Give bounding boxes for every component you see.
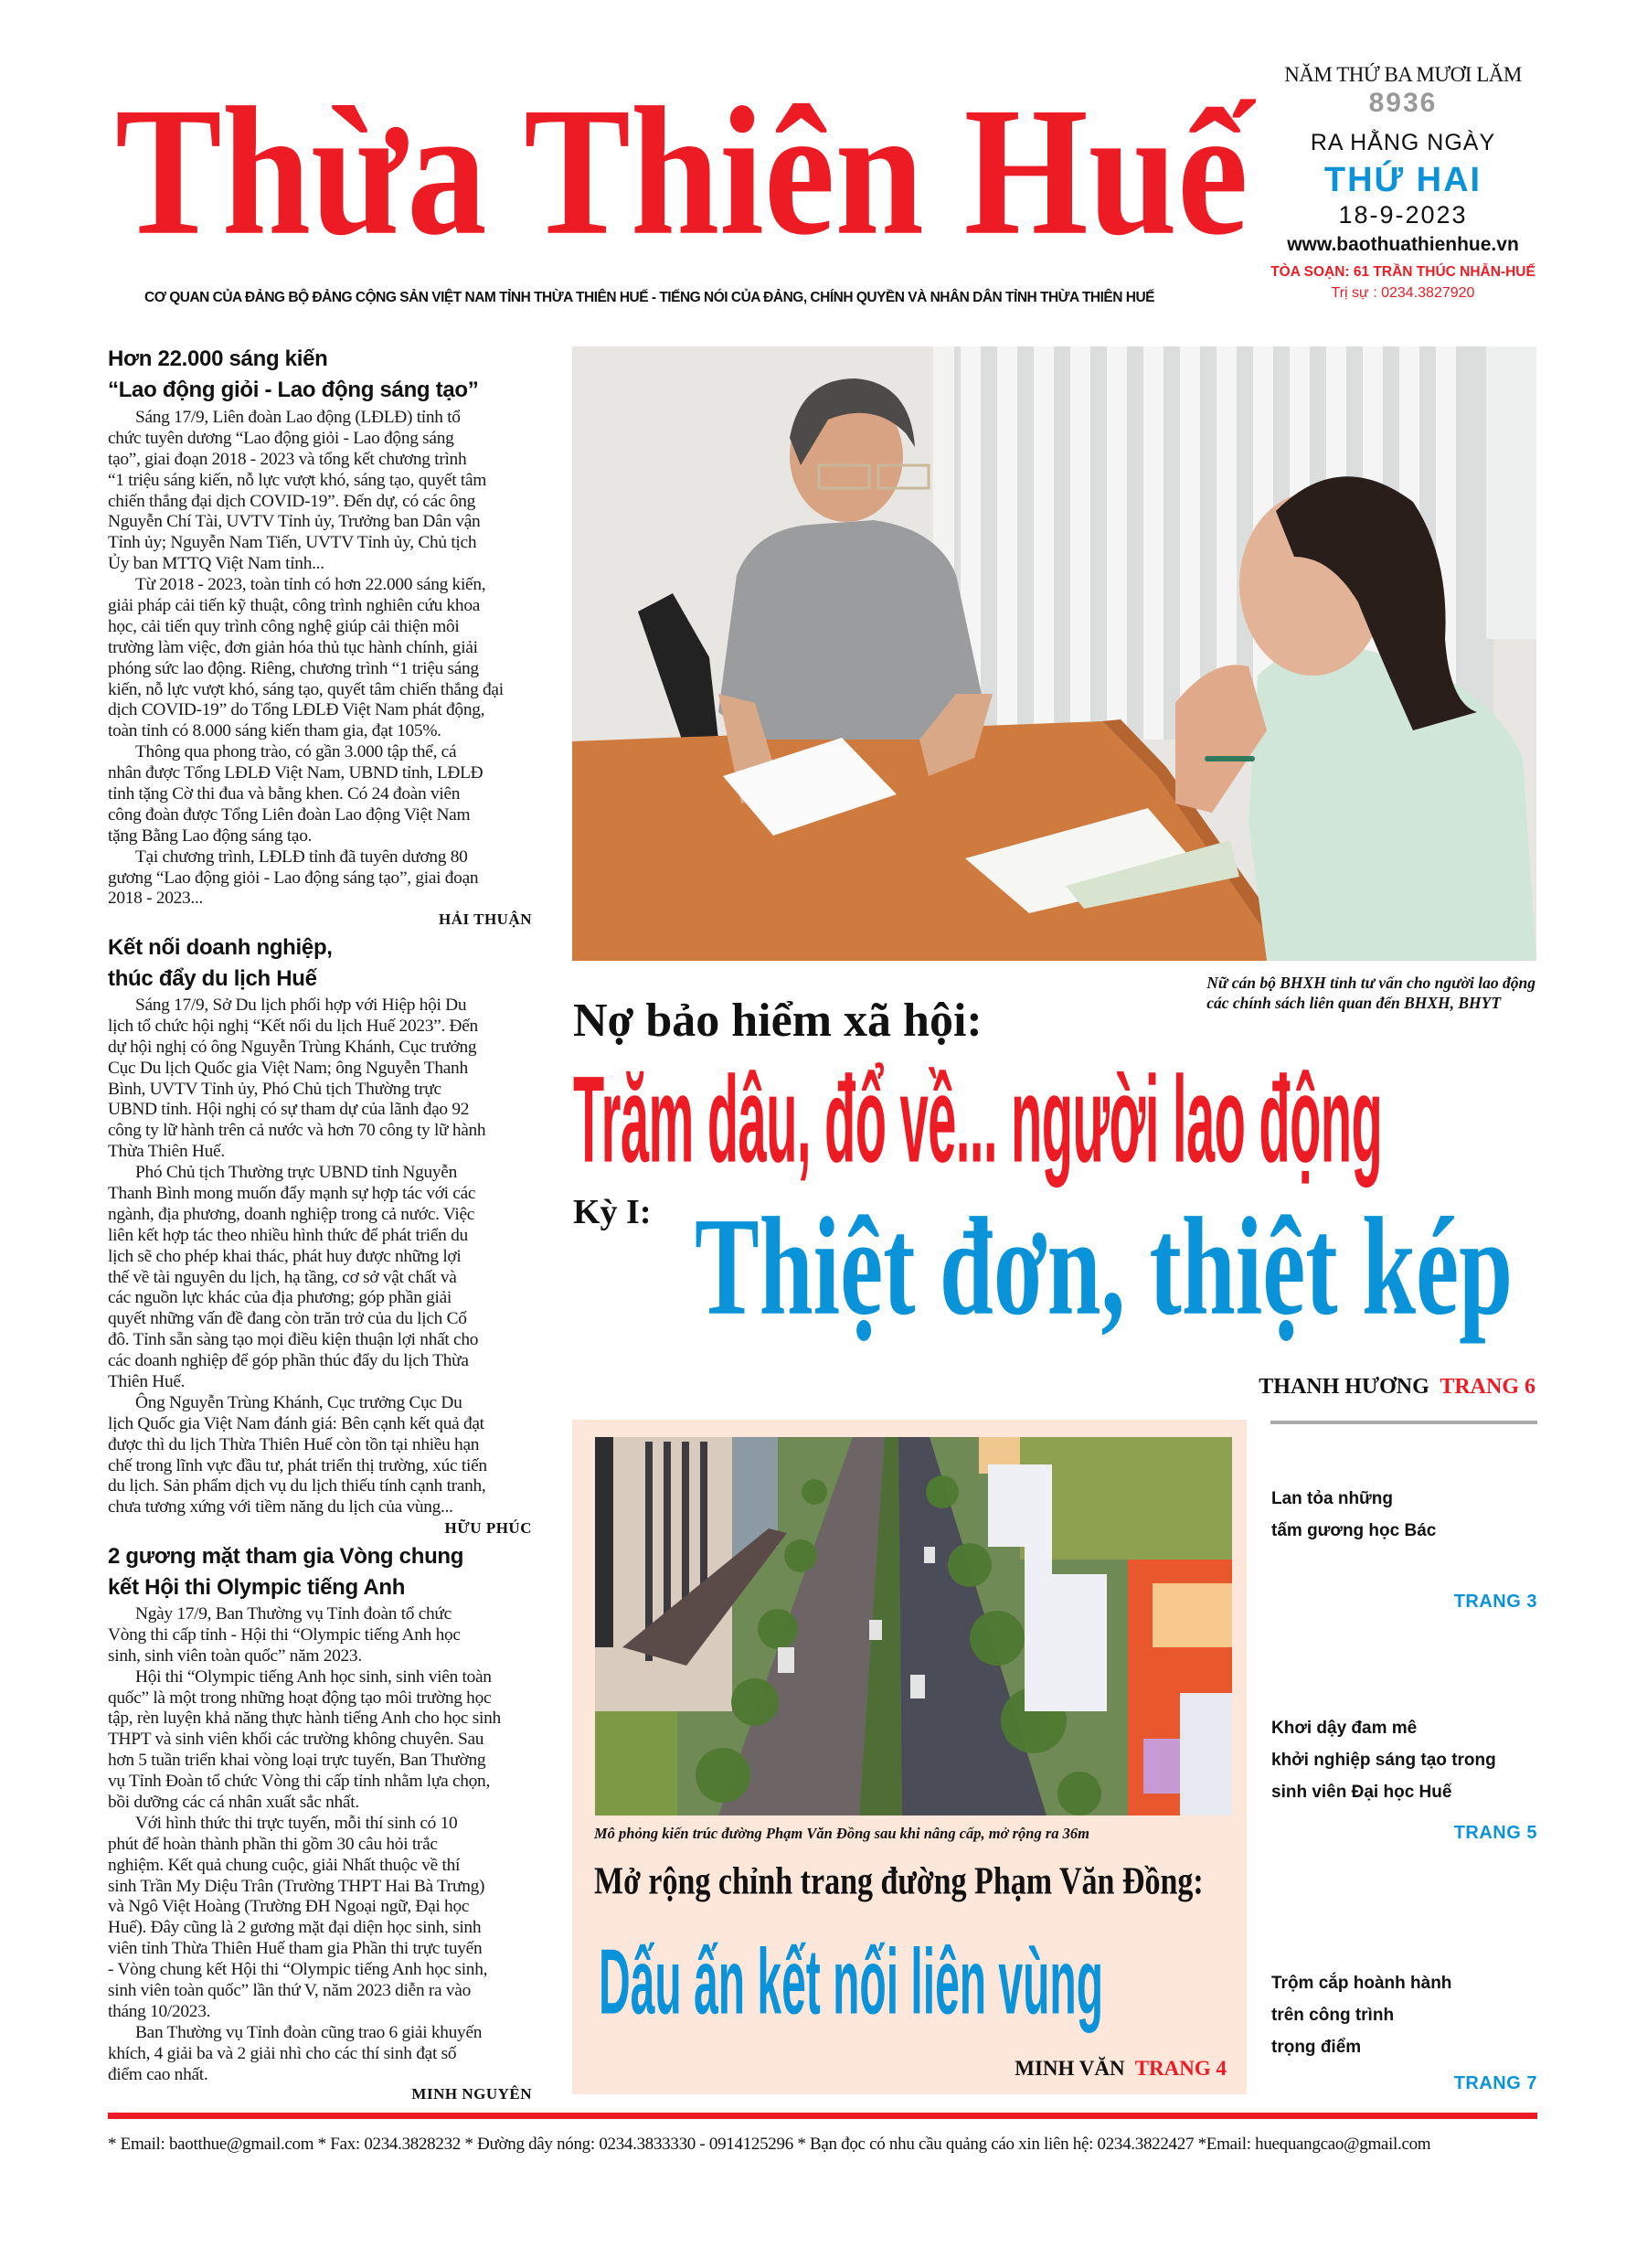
body-text-line: giải pháp cải tiến kỹ thuật, công trình nghiên cứu khoa — [108, 596, 481, 616]
caption-line: Nữ cán bộ BHXH tỉnh tư vấn cho người lao động — [1206, 974, 1535, 992]
teaser-line: Trộm cắp hoành hành — [1271, 1974, 1452, 1993]
year-label: NĂM THỨ BA MƯƠI LĂM — [1284, 63, 1522, 86]
article-headline — [108, 344, 537, 406]
body-text-line: công ty lữ hành trên cả nước và hơn 70 công ty lữ hành — [108, 1121, 486, 1141]
feature-page-ref[interactable]: TRANG 4 — [1134, 2057, 1227, 2080]
office-address: TÒA SOẠN: 61 TRẦN THÚC NHẪN-HUẾ — [1270, 264, 1535, 280]
body-text-line: và Ngô Việt Hoàng (Trường ĐH Ngoại ngữ, Đại học — [108, 1897, 470, 1917]
body-text-line: Phó Chủ tịch Thường trực UBND tỉnh Nguyễn — [135, 1163, 458, 1183]
body-text-line: Tỉnh ủy; Nguyễn Nam Tiến, UVTV Tỉnh ủy, Chủ tịch — [108, 533, 477, 553]
body-text-line: nghiệm. Kết quả chung cuộc, giải Nhất thuộc về thí — [108, 1855, 461, 1875]
body-text-line: Vòng thi cấp tỉnh - Hội thi “Olympic tiếng Anh học — [108, 1624, 461, 1645]
article-headline — [108, 1541, 537, 1603]
body-text-line: UBND tỉnh. Hội nghị có sự tham dự của lãnh đạo 92 — [108, 1100, 470, 1120]
headline-line: “Lao động giỏi - Lao động sáng tạo” — [108, 378, 479, 402]
body-text-line: Từ 2018 - 2023, toàn tỉnh có hơn 22.000 sáng kiến, — [135, 575, 486, 595]
body-text-line: phóng sức lao động. Riêng, chương trình “1 triệu sáng — [108, 658, 479, 678]
headline-line: Hơn 22.000 sáng kiến — [108, 346, 328, 371]
headline-line: thúc đẩy du lịch Huế — [108, 966, 317, 991]
body-text-line: Huế). Đây cũng là 2 gương mặt đại diện học sinh, sinh — [108, 1918, 482, 1938]
body-text-line: du lịch. Sản phẩm dịch vụ du lịch thiếu tính cạnh tranh, — [108, 1476, 486, 1496]
body-text-line: công đoàn được Tổng Liên đoàn Lao động Việt Nam — [108, 804, 471, 825]
teaser-line: khởi nghiệp sáng tạo trong — [1271, 1751, 1496, 1770]
body-text-line: ngành, địa phương, doanh nghiệp trong cả nước. Việc — [108, 1204, 475, 1224]
body-text-line: - Vòng chung kết Hội thi “Olympic tiếng Anh học sinh, — [108, 1960, 488, 1980]
feature-headline-text: Dấu ấn kết nối liên vùng — [599, 1933, 1104, 2035]
body-text-line: Sáng 17/9, Liên đoàn Lao động (LĐLĐ) tỉnh tổ — [135, 408, 461, 427]
body-text-line: quyết những vấn đề đang còn trăn trở của du lịch Cố — [108, 1309, 467, 1329]
body-text-line: bồi dưỡng các cá nhân xuất sắc nhất. — [108, 1793, 359, 1813]
feature-author: MINH VĂN — [1015, 2057, 1125, 2080]
body-text-line: quốc” là một trong những hoạt động tạo môi trường học — [108, 1688, 492, 1708]
body-text-line: sinh viên toàn quốc” lần thứ V, năm 2023 diễn ra vào — [108, 1981, 472, 2001]
body-text-line: được thì du lịch Thừa Thiên Huế còn tồn tại nhiều hạn — [108, 1434, 480, 1454]
body-text-line: Với hình thức thi trực tuyến, mỗi thí sinh có 10 — [135, 1813, 458, 1833]
newspaper-title: Thừa Thiên Huế — [115, 69, 1249, 273]
body-text-line: hơn 5 tuần triển khai vòng loại trực tuyến, Ban Thường — [108, 1751, 486, 1771]
feature-credit — [1015, 2057, 1227, 2081]
body-text-line: viên tỉnh Thừa Thiên Huế tham gia Phần thi trực tuyến — [108, 1939, 483, 1959]
admin-phone: Trị sự : 0234.3827920 — [1331, 285, 1475, 301]
feature-photo-caption: Mô phỏng kiến trúc đường Phạm Văn Đồng sau khi nâng cấp, mở rộng ra 36m — [594, 1825, 1089, 1842]
caption-line: các chính sách liên quan đến BHXH, BHYT — [1206, 994, 1502, 1012]
body-text-line: lịch tổ chức hội nghị “Kết nối du lịch Huế 2023”. Đến — [108, 1016, 478, 1036]
body-text-line: Ngày 17/9, Ban Thường vụ Tỉnh đoàn tổ chức — [135, 1604, 452, 1624]
body-text-line: THPT và sinh viên khối các trường không chuyên. Sau — [108, 1730, 484, 1750]
teaser-title — [1271, 1483, 1546, 1547]
body-text-line: các doanh nghiệp để góp phần thúc đẩy du lịch Thừa — [108, 1351, 469, 1371]
teaser-line: Lan tỏa những — [1271, 1489, 1394, 1508]
article-byline: MINH NGUYÊN — [411, 2085, 532, 2103]
body-text-line: “1 triệu sáng kiến, nỗ lực vượt khó, sáng tạo, quyết tâm — [108, 470, 487, 490]
frequency-label: RA HẰNG NGÀY — [1310, 130, 1496, 155]
article-body — [108, 996, 532, 1518]
body-text-line: Ông Nguyễn Trùng Khánh, Cục trưởng Cục Du — [135, 1392, 462, 1412]
body-text-line: Bình, UVTV Tỉnh ủy, Phó Chủ tịch Thường trực — [108, 1079, 441, 1099]
body-text-line: kiến, nỗ lực vượt khó, sáng tạo, quyết tâm chiến thắng đại — [108, 679, 504, 699]
body-text-line: chức tuyên dương “Lao động giỏi - Lao động sáng — [108, 428, 454, 448]
body-text-line: chế trong lĩnh vực đầu tư, phát triển thị trường, xúc tiến — [108, 1455, 487, 1475]
feature-photo-road-render — [595, 1437, 1232, 1815]
footer-rule — [108, 2113, 1537, 2119]
body-text-line: trường làm việc, đơn giản hóa thủ tục hành chính, giải — [108, 637, 478, 657]
body-text-line: tháng 10/2023. — [108, 2001, 211, 2021]
article-byline: HỮU PHÚC — [444, 1519, 532, 1537]
body-text-line: Nguyễn Chí Tài, UVTV Tỉnh ủy, Trưởng ban Dân vận — [108, 512, 481, 532]
article-body — [108, 1604, 532, 2085]
lead-credit — [1259, 1375, 1535, 1400]
body-text-line: vụ Tỉnh Đoàn tổ chức Vòng thi cấp tỉnh nhằm lựa chọn, — [108, 1772, 490, 1792]
website-link[interactable]: www.baothuathienhue.vn — [1287, 234, 1519, 255]
teaser-page-ref[interactable]: TRANG 7 — [1453, 2073, 1537, 2093]
body-text-line: chưa tương xứng với tiềm năng du lịch của vùng... — [108, 1497, 453, 1517]
teaser-line: trên công trình — [1271, 2006, 1395, 2025]
subheadline-text: Thiệt đơn, thiệt kép — [695, 1188, 1514, 1345]
body-text-line: các nguồn lực khác của địa phương; góp phần giải — [108, 1288, 452, 1308]
body-text-line: liên kết hợp tác theo nhiều hình thức để phát triển du — [108, 1225, 468, 1245]
body-text-line: đô. Tỉnh sẵn sàng tạo mọi điều kiện thuận lợi nhất cho — [108, 1330, 479, 1350]
weekday-label: THỨ HAI — [1323, 161, 1482, 199]
article-body — [108, 408, 532, 910]
body-text-line: điểm cao nhất. — [108, 2064, 208, 2084]
body-text-line: học, cải tiến quy trình công nghệ giúp cải thiện môi — [108, 616, 460, 636]
teaser-page-ref[interactable]: TRANG 5 — [1453, 1823, 1537, 1843]
body-text-line: tặng Bằng Lao động sáng tạo. — [108, 825, 313, 846]
headline-line: kết Hội thi Olympic tiếng Anh — [108, 1575, 406, 1600]
article-headline — [108, 932, 537, 995]
lead-page-ref[interactable]: TRANG 6 — [1440, 1375, 1535, 1399]
part-label-text: Kỳ I: — [573, 1193, 652, 1231]
body-text-line: Thừa Thiên Huế. — [108, 1142, 225, 1162]
body-text-line: toàn tỉnh có 8.000 sáng kiến tham gia, đạt 105%. — [108, 721, 441, 741]
kicker-text: Nợ bảo hiểm xã hội: — [573, 995, 983, 1047]
feature-kicker-text: Mở rộng chỉnh trang đường Phạm Văn Đồng: — [594, 1860, 1204, 1903]
body-text-line: khích, 4 giải ba và 2 giải nhì cho các thí sinh đạt số — [108, 2043, 457, 2063]
body-text-line: Cục Du lịch Quốc gia Việt Nam; ông Nguyễn Thanh — [108, 1058, 468, 1078]
body-text-line: 2018 - 2023... — [108, 889, 204, 909]
teaser-line: tấm gương học Bác — [1271, 1521, 1437, 1540]
teaser-page-ref[interactable]: TRANG 3 — [1453, 1592, 1537, 1612]
headline-line: 2 gương mặt tham gia Vòng chung — [108, 1544, 464, 1569]
teaser-line: trọng điểm — [1271, 2038, 1362, 2057]
tagline-text: CƠ QUAN CỦA ĐẢNG BỘ ĐẢNG CỘNG SẢN VIỆT NAM TỈNH THỪA THIÊN HUẾ - TIẾNG NÓI CỦA ĐẢNG, CHÍNH QUYỀN VÀ NHÂN DÂN TỈNH THỪA THIÊN HUẾ — [144, 290, 1155, 305]
body-text-line: tập, rèn luyện khả năng thực hành tiếng Anh cho học sinh — [108, 1709, 501, 1729]
body-text-line: sinh, sinh viên toàn quốc” năm 2023. — [108, 1645, 362, 1666]
body-text-line: Sáng 17/9, Sở Du lịch phối hợp với Hiệp hội Du — [135, 996, 467, 1015]
body-text-line: gương “Lao động giỏi - Lao động sáng tạo”, giai đoạn — [108, 868, 479, 888]
body-text-line: dự hội nghị có ông Nguyễn Trùng Khánh, Cục trưởng — [108, 1037, 477, 1057]
body-text-line: dịch COVID-19” do Tổng LĐLĐ Việt Nam phát động, — [108, 700, 485, 720]
body-text-line: lịch sẽ cho phép khai thác, phát huy được những lợi — [108, 1246, 462, 1266]
body-text-line: tỉnh tặng Cờ thi đua và bằng khen. Có 24 đoàn viên — [108, 784, 461, 804]
body-text-line: sinh Trần My Diệu Trân (Trường THPT Hai Bà Trưng) — [108, 1876, 485, 1896]
headline-line: Kết nối doanh nghiệp, — [108, 935, 333, 960]
lead-photo — [572, 346, 1536, 961]
body-text-line: Thanh Bình mong muốn đẩy mạnh sự hợp tác với các — [108, 1184, 476, 1204]
lead-photo-caption — [1206, 973, 1535, 1013]
body-text-line: phút để hoàn thành phần thi gồm 30 câu hỏi trắc — [108, 1834, 438, 1854]
body-text-line: tạo”, giai đoạn 2018 - 2023 và tổng kết chương trình — [108, 449, 467, 469]
issue-number: 8936 — [1368, 88, 1438, 118]
body-text-line: Ủy ban MTTQ Việt Nam tỉnh... — [108, 554, 324, 574]
body-text-line: lịch Quốc gia Việt Nam đánh giá: Bên cạnh kết quả đạt — [108, 1413, 484, 1433]
teaser-title — [1271, 1712, 1546, 1808]
article-byline: HẢI THUẬN — [439, 910, 532, 928]
body-text-line: Ban Thường vụ Tỉnh đoàn cũng trao 6 giải khuyến — [135, 2022, 483, 2042]
body-text-line: thế về tài nguyên du lịch, hạ tầng, cơ sở vật chất và — [108, 1267, 457, 1287]
teaser-divider — [1270, 1421, 1537, 1424]
body-text-line: Tại chương trình, LĐLĐ tỉnh đã tuyên dương 80 — [135, 847, 468, 867]
body-text-line: Hội thi “Olympic tiếng Anh học sinh, sinh viên toàn — [135, 1666, 492, 1687]
body-text-line: Thông qua phong trào, có gần 3.000 tập thể, cá — [135, 742, 457, 762]
headline-text: Trăm dâu, đổ về... người lao động — [573, 1049, 1383, 1188]
body-text-line: Thiên Huế. — [108, 1372, 186, 1392]
teaser-line: Khơi dậy đam mê — [1271, 1719, 1418, 1738]
footer-text: * Email: baotthue@gmail.com * Fax: 0234.3828232 * Đường dây nóng: 0234.3833330 - 0914125296 * Bạn đọc có nhu cầu quảng cáo xin liên hệ: 0234.3822427 *Email: huequangcao@gmail.com — [108, 2135, 1431, 2154]
body-text-line: nhân được Tổng LĐLĐ Việt Nam, UBND tỉnh, LĐLĐ — [108, 763, 483, 783]
teaser-line: sinh viên Đại học Huế — [1271, 1783, 1452, 1802]
body-text-line: chiến thắng đại dịch COVID-19”. Đến dự, có các ông — [108, 491, 476, 511]
issue-date: 18-9-2023 — [1338, 201, 1468, 229]
lead-author: THANH HƯƠNG — [1259, 1375, 1429, 1399]
teaser-title — [1271, 1967, 1546, 2063]
